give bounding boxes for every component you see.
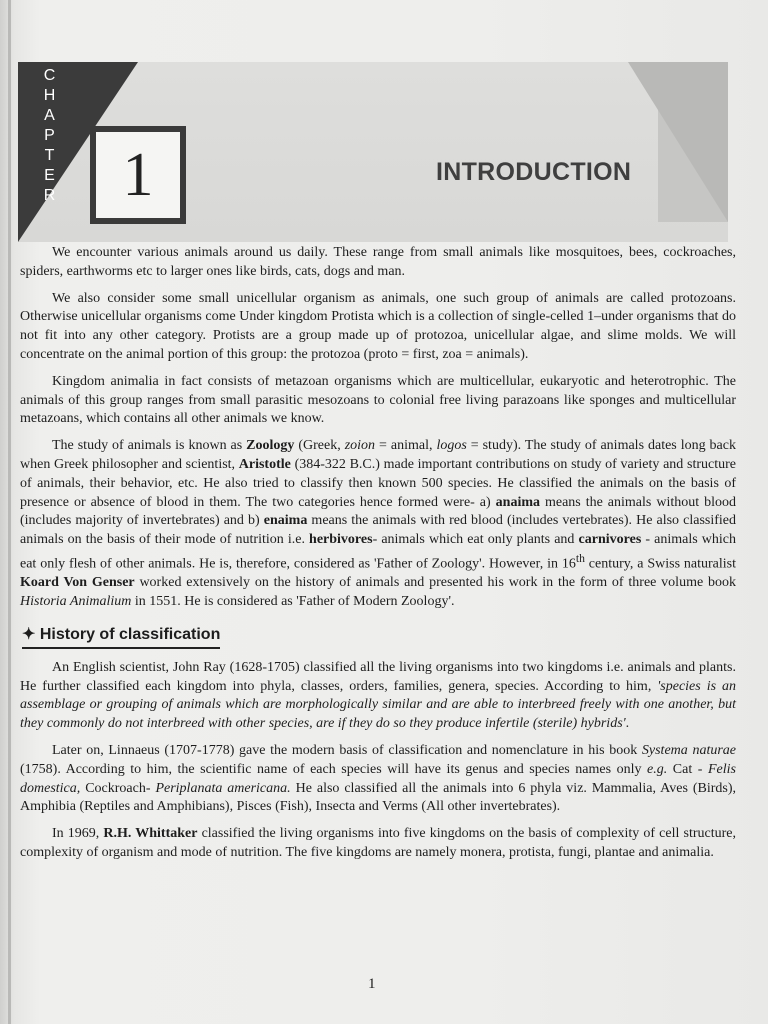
text-span: . — [625, 716, 630, 732]
text-span: Cockroach- — [80, 780, 156, 796]
species-definition-quote: 'species is an assemblage or grouping of animals which are morphologically similar and are able to interbreed freely with one another, but they commonly do not interbreed with other species, are if they do so they produce infertile (sterile) hybrids' — [20, 678, 736, 732]
term-carnivores: carnivores — [578, 532, 642, 548]
term-systema-naturae: Systema naturae — [641, 742, 736, 758]
text-span: The study of animals is known as — [52, 438, 247, 454]
text-span: century, a Swiss naturalist — [584, 556, 736, 572]
text-span: (1758). According to him, the scientific name of each species will have its genus and species names only — [20, 761, 648, 777]
page-content — [20, 244, 736, 871]
term-logos: logos — [436, 438, 467, 454]
text-span: means the animals with red blood (includes vertebrates). He also classified animals on the basis of their mode of nutrition i.e. — [20, 513, 737, 548]
text-span: classified the living organisms into five kingdoms on the basis of complexity of cell structure, complexity of organism and mode of nutrition. The five kingdoms are namely monera, protista, fungi, plantae and animalia. — [20, 826, 736, 860]
term-zoion: zoion — [344, 438, 376, 454]
term-aristotle: Aristotle — [238, 456, 291, 472]
term-eg: e.g. — [647, 761, 668, 777]
term-herbivores: herbivores — [309, 532, 373, 548]
text-span: Later on, Linnaeus (1707-1778) gave the modern basis of classification and nomenclature in his book — [52, 742, 642, 758]
text-span: = study). The study of animals dates long back when Greek philosopher and scientist, — [20, 438, 736, 472]
term-whittaker: R.H. Whittaker — [103, 826, 198, 842]
text-span: in 1551. He is considered as 'Father of Modern Zoology'. — [131, 594, 455, 610]
paragraph-4 — [20, 437, 736, 612]
text-span: Cat - — [667, 761, 708, 777]
text-span: - animals which eat only flesh of other animals. He is, therefore, considered as 'Father of Zoology'. However, in 16 — [20, 532, 736, 572]
paragraph-6 — [20, 742, 736, 817]
text-span: (384-322 B.C.) made important contributions on study of variety and structure of animals, their behavior, etc. He also tried to classify then known 500 species. He classified the animals on the basis of presence or absence of blood in them. The two categories hence formed were- a) — [20, 456, 736, 510]
term-enaima: enaima — [263, 513, 308, 529]
paragraph-3: Kingdom animalia in fact consists of metazoan organisms which are multicellular, eukaryotic and heterotrophic. The animals of this group ranges from small parasitic mesozoans to colonial free living parazoans like sponges and multicellular metazoans, which contains all other animals we know. — [20, 373, 736, 427]
paragraph-1: We encounter various animals around us daily. These range from small animals like mosquitoes, bees, cockroaches, spiders, earthworms etc to larger ones like birds, cats, dogs and man. — [20, 245, 736, 279]
text-span: means the animals without blood (includes majority of invertebrates) and b) — [20, 494, 736, 529]
text-span: An English scientist, John Ray (1628-1705) classified all the living organisms into two kingdoms i.e. animals and plants. He further classified each kingdom into phyla, classes, orders, families, genera, species. According to him, — [20, 659, 736, 694]
term-historia: Historia Animalium — [20, 594, 132, 610]
chapter-title: INTRODUCTION — [436, 158, 632, 186]
paragraph-5 — [20, 659, 736, 734]
chapter-number: 1 — [96, 132, 180, 218]
history-section — [20, 620, 736, 659]
term-periplaneta: Periplanata americana. — [155, 780, 291, 796]
text-span: He also classified all the animals into 6 phyla viz. Mammalia, Aves (Birds), Amphibia (Reptiles and Amphibians), Pisces (Fish), Insecta and Verms (All other invertebrates). — [20, 780, 736, 815]
term-anaima: anaima — [495, 494, 540, 510]
section-heading: ✦ History of classification — [22, 626, 220, 649]
term-zoology: Zoology — [246, 438, 295, 454]
header-light-wedge — [628, 62, 728, 222]
text-span: In 1969, — [52, 826, 104, 842]
superscript-th: th — [575, 551, 585, 565]
term-genser: Koard Von Genser — [20, 575, 135, 591]
chapter-label: CHAPTER — [43, 67, 57, 204]
text-span: (Greek, — [294, 438, 345, 454]
page-number: 1 — [368, 976, 376, 992]
paragraph-2: We also consider some small unicellular organism as animals, one such group of animals are called protozoans. Otherwise unicellular organisms come Under kingdom Protista which is a collection of single-celled 1–under organisms that do not fit into any other category. Protists are a group made up of protozoa, unicellular algae, and slime molds. We will concentrate on the animal portion of this group: the protozoa (proto = first, zoa = animals). — [20, 290, 736, 362]
term-felis: Felis domestica, — [20, 761, 736, 796]
paragraph-7 — [20, 825, 736, 863]
text-span: - animals which eat only plants and — [372, 532, 579, 548]
page-gutter — [8, 0, 11, 1024]
text-span: worked extensively on the history of animals and presented his work in the form of three volume book — [134, 575, 736, 591]
text-span: = animal, — [375, 438, 437, 454]
chapter-number-box — [90, 126, 186, 224]
